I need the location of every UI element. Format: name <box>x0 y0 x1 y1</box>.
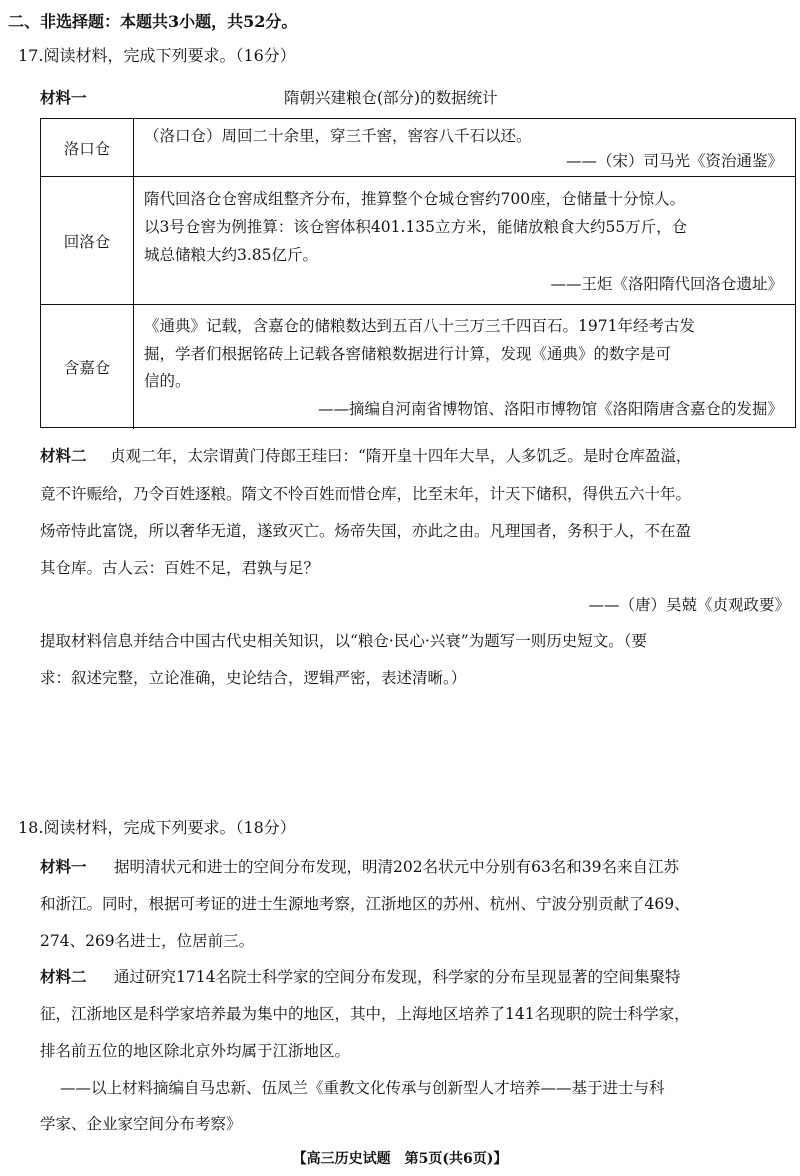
table-row-huiluo <box>41 177 795 305</box>
paragraph-line: 据明清状元和进士的空间分布发现，明清202名状元中分别有63名和39名来自江苏 <box>114 858 680 876</box>
q18-material2-label: 材料二 <box>40 967 87 986</box>
granary-desc <box>134 177 795 304</box>
q18-prompt: 18.阅读材料，完成下列要求。（18分） <box>18 818 296 837</box>
desc-source: ——（宋）司马光《资治通鉴》 <box>565 152 783 170</box>
granary-name: 洛口仓 <box>41 119 134 176</box>
granary-name: 含嘉仓 <box>41 305 134 429</box>
desc-source: ——摘编自河南省博物馆、洛阳市博物馆《洛阳隋唐含嘉仓的发掘》 <box>317 400 783 418</box>
paragraph-line: 竟不许赈给，乃令百姓逐粮。隋文不怜百姓而惜仓库，比至末年，计天下储积，得供五六十年。 <box>40 485 692 503</box>
task-line: 提取材料信息并结合中国古代史相关知识，以“粮仓·民心·兴衰”为题写一则历史短文。（要 <box>40 632 647 650</box>
paragraph-line: 征，江浙地区是科学家培养最为集中的地区，其中，上海地区培养了141名现职的院士科学家， <box>40 1005 690 1023</box>
table-row-luokou <box>41 119 795 177</box>
paragraph-line: 274、269名进士，位居前三。 <box>40 932 255 950</box>
paragraph-line: 和浙江。同时，根据可考证的进士生源地考察，江浙地区的苏州、杭州、宁波分别贡献了469、 <box>40 895 690 913</box>
desc-line: 以3号仓窖为例推算：该仓窖体积401.135立方米，能储放粮食大约55万斤，仓 <box>144 218 688 236</box>
table-row-hanjia <box>41 305 795 429</box>
paragraph-line: 炀帝恃此富饶，所以奢华无道，遂致灭亡。炀帝失国，亦此之由。凡理国者，务积于人，不在盈 <box>40 522 692 540</box>
paragraph-line: 通过研究1714名院士科学家的空间分布发现，科学家的分布呈现显著的空间集聚特 <box>114 968 681 986</box>
desc-line: 隋代回洛仓仓窖成组整齐分布，推算整个仓城仓窖约700座，仓储量十分惊人。 <box>144 190 686 208</box>
paragraph-line: 其仓库。古人云：百姓不足，君孰与足？ <box>40 559 320 577</box>
desc-line: 掘，学者们根据铭砖上记载各窖储粮数据进行计算，发现《通典》的数字是可 <box>144 345 672 363</box>
material2-source: ——（唐）吴兢《贞观政要》 <box>588 596 790 614</box>
paragraph-line: 排名前五位的地区除北京外均属于江浙地区。 <box>40 1042 351 1060</box>
paragraph-line: 贞观二年，太宗谓黄门侍郎王珪曰：“隋开皇十四年大旱，人多饥乏。是时仓库盈溢， <box>110 447 692 465</box>
q18-source-line: ——以上材料摘编自马忠新、伍凤兰《重教文化传承与创新型人才培养——基于进士与科 <box>60 1079 665 1097</box>
desc-line: 信的。 <box>144 372 191 390</box>
desc-line: （洛口仓）周回二十余里，穿三千窖，窖容八千石以还。 <box>144 127 532 145</box>
task-line: 求：叙述完整，立论准确，史论结合，逻辑严密，表述清晰。） <box>40 669 467 687</box>
desc-line: 城总储粮大约3.85亿斤。 <box>144 246 319 264</box>
q18-source-line: 学家、企业家空间分布考察》 <box>40 1115 242 1133</box>
granary-name: 回洛仓 <box>41 177 134 304</box>
granary-desc <box>134 119 795 176</box>
desc-line: 《通典》记载，含嘉仓的储粮数达到五百八十三万三千四百石。1971年经考古发 <box>144 317 695 335</box>
q17-material1-title: 隋朝兴建粮仓(部分)的数据统计 <box>284 89 498 107</box>
granary-table <box>40 118 796 428</box>
q17-prompt: 17.阅读材料，完成下列要求。（16分） <box>18 46 296 65</box>
desc-source: ——王炬《洛阳隋代回洛仓遗址》 <box>550 275 783 293</box>
q17-material2-label: 材料二 <box>40 446 87 465</box>
section-header: 二、非选择题：本题共3小题，共52分。 <box>8 12 298 31</box>
granary-desc <box>134 305 795 429</box>
q18-material1-label: 材料一 <box>40 857 87 876</box>
q17-material1-label: 材料一 <box>40 88 87 107</box>
page-footer: 【高三历史试题 第5页(共6页)】 <box>292 1151 508 1167</box>
